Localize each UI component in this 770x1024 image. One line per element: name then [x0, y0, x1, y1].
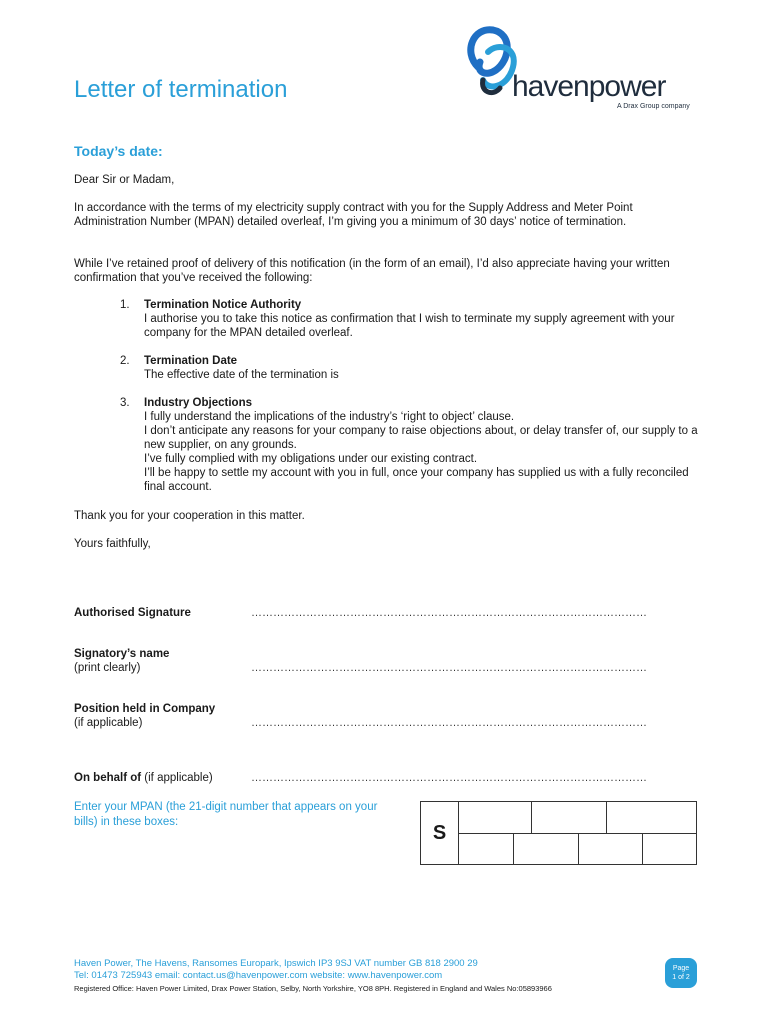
item-heading: Termination Date	[144, 355, 238, 367]
list-item-date	[144, 354, 704, 382]
item-number: 1.	[120, 299, 130, 311]
page-title: Letter of termination	[74, 76, 288, 103]
item-number: 2.	[120, 355, 130, 367]
page-number-badge: Page 1 of 2	[665, 958, 697, 988]
position-label: Position held in Company (if applicable)	[74, 703, 216, 729]
brand-logo-text: havenpower	[512, 70, 666, 103]
mpan-cell-divider	[642, 833, 643, 864]
thanks-line: Thank you for your cooperation in this matter.	[74, 510, 305, 522]
authorised-signature-field[interactable]: ………………………………………………………………………………………………	[251, 607, 647, 619]
item-heading: Industry Objections	[144, 397, 252, 409]
footer-registered: Registered Office: Haven Power Limited, Drax Power Station, Selby, North Yorkshire, YO8 8PH. Registered in England and Wales No:05893966	[74, 984, 552, 993]
mpan-cell-divider	[513, 833, 514, 864]
authorised-signature-label: Authorised Signature	[74, 607, 191, 619]
item-line: I’ll be happy to settle my account with you in full, once your company has supplied us with a fully reconciled final account.	[144, 467, 689, 493]
item-line: I fully understand the implications of the industry’s ‘right to object’ clause.	[144, 411, 515, 423]
item-line: The effective date of the termination is	[144, 369, 339, 381]
signatory-name-field[interactable]: ………………………………………………………………………………………………	[251, 662, 647, 674]
salutation: Dear Sir or Madam,	[74, 174, 175, 186]
mpan-grid	[420, 801, 697, 865]
mpan-instruction: Enter your MPAN (the 21-digit number that appears on your bills) in these boxes:	[74, 801, 378, 828]
footer-contact	[74, 958, 478, 982]
footer-address: Haven Power, The Havens, Ransomes Europark, Ipswich IP3 9SJ VAT number GB 818 2900 29	[74, 958, 478, 969]
brand-subtitle: A Drax Group company	[617, 103, 690, 110]
footer-contact-line: Tel: 01473 725943 email: contact.us@havenpower.com website: www.havenpower.com	[74, 970, 443, 981]
mpan-cell-divider	[606, 802, 607, 833]
signatory-name-label: Signatory’s name (print clearly)	[74, 648, 170, 674]
mpan-cell-divider	[531, 802, 532, 833]
on-behalf-label: On behalf of (if applicable)	[74, 772, 213, 784]
todays-date-label: Today’s date:	[74, 143, 163, 159]
mpan-cell-divider	[578, 833, 579, 864]
list-item-objections	[144, 396, 704, 494]
position-field[interactable]: ………………………………………………………………………………………………	[251, 717, 647, 729]
mpan-row-divider	[458, 833, 696, 834]
closing-line: Yours faithfully,	[74, 538, 151, 550]
item-number: 3.	[120, 397, 130, 409]
mpan-prefix: S	[421, 802, 459, 864]
on-behalf-field[interactable]: ………………………………………………………………………………………………	[251, 772, 647, 784]
item-line: I don’t anticipate any reasons for your company to raise objections about, or delay transfer of, our supply to a new supplier, on any grounds.	[144, 425, 698, 451]
paragraph-notice: In accordance with the terms of my electricity supply contract with you for the Supply Address and Meter Point Administration Number (MPAN) detailed overleaf, I’m giving you a minimum of 30 days’ notice of termination.	[74, 202, 633, 228]
item-line: I’ve fully complied with my obligations under our existing contract.	[144, 453, 478, 465]
list-item-authority	[144, 298, 704, 340]
item-line: I authorise you to take this notice as confirmation that I wish to terminate my supply agreement with your company for the MPAN detailed overleaf.	[144, 313, 675, 339]
item-heading: Termination Notice Authority	[144, 299, 302, 311]
paragraph-confirmation: While I’ve retained proof of delivery of this notification (in the form of an email), I’d also appreciate having your written confirmation that you’ve received the following:	[74, 258, 670, 284]
